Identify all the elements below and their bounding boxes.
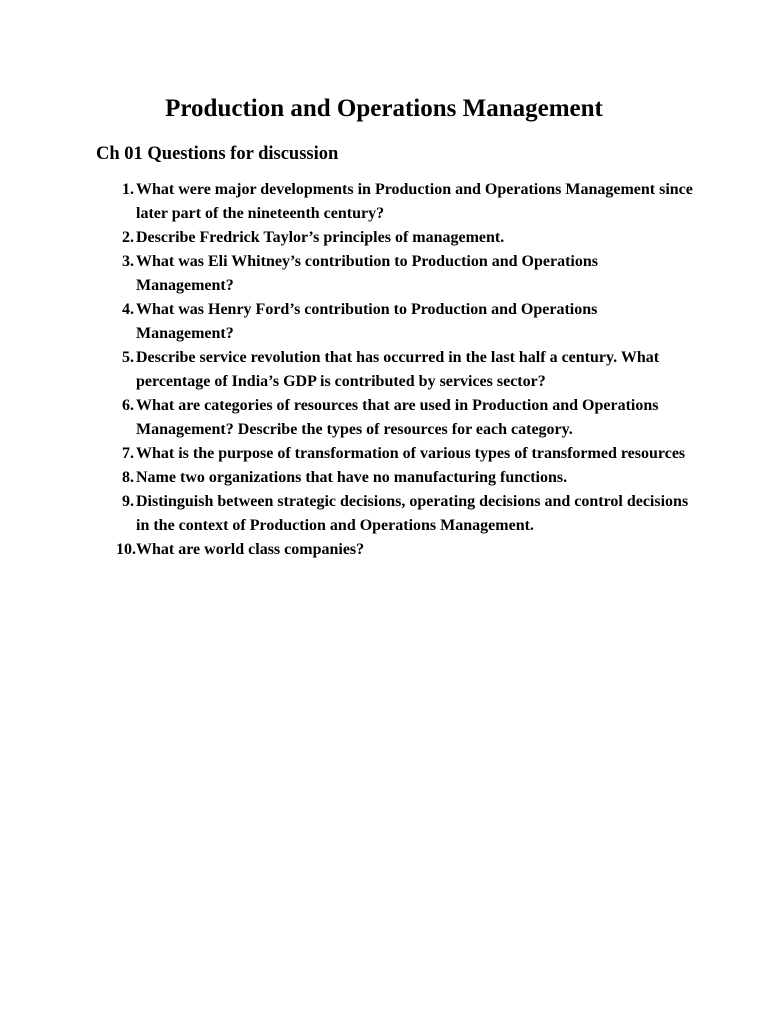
question-item [0, 178, 768, 226]
question-item [0, 538, 768, 562]
question-item [0, 226, 768, 250]
question-item [0, 394, 768, 442]
section-heading: Ch 01 Questions for discussion [96, 144, 339, 164]
question-number: 10. [116, 541, 136, 558]
question-number: 3. [122, 253, 134, 270]
question-item [0, 346, 768, 394]
document-title: Production and Operations Management [165, 95, 603, 122]
question-number: 1. [122, 181, 134, 198]
question-text: Describe Fredrick Taylor’s principles of management. [136, 229, 505, 246]
question-number: 2. [122, 229, 134, 246]
question-text: Describe service revolution that has occurred in the last half a century. What percentage of India’s GDP is contributed by services sector? [136, 349, 660, 390]
question-text: What is the purpose of transformation of various types of transformed resources [136, 445, 686, 462]
question-item [0, 490, 768, 538]
question-number: 8. [122, 469, 134, 486]
question-text: What are world class companies? [136, 541, 365, 558]
question-number: 4. [122, 301, 134, 318]
question-number: 5. [122, 349, 134, 366]
question-item [0, 442, 768, 466]
question-text: What was Henry Ford’s contribution to Production and Operations Management? [136, 301, 598, 342]
question-item [0, 250, 768, 298]
question-text: Distinguish between strategic decisions, operating decisions and control decisions in the context of Production and Operations Management. [136, 493, 689, 534]
question-list [0, 178, 768, 562]
question-item [0, 466, 768, 490]
question-text: What was Eli Whitney’s contribution to Production and Operations Management? [136, 253, 598, 294]
question-text: What are categories of resources that are used in Production and Operations Management? Describe the types of resources for each category. [136, 397, 659, 438]
question-number: 6. [122, 397, 134, 414]
question-number: 9. [122, 493, 134, 510]
question-number: 7. [122, 445, 134, 462]
question-item [0, 298, 768, 346]
question-text: What were major developments in Production and Operations Management since later part of the nineteenth century? [136, 181, 693, 222]
question-text: Name two organizations that have no manufacturing functions. [136, 469, 568, 486]
